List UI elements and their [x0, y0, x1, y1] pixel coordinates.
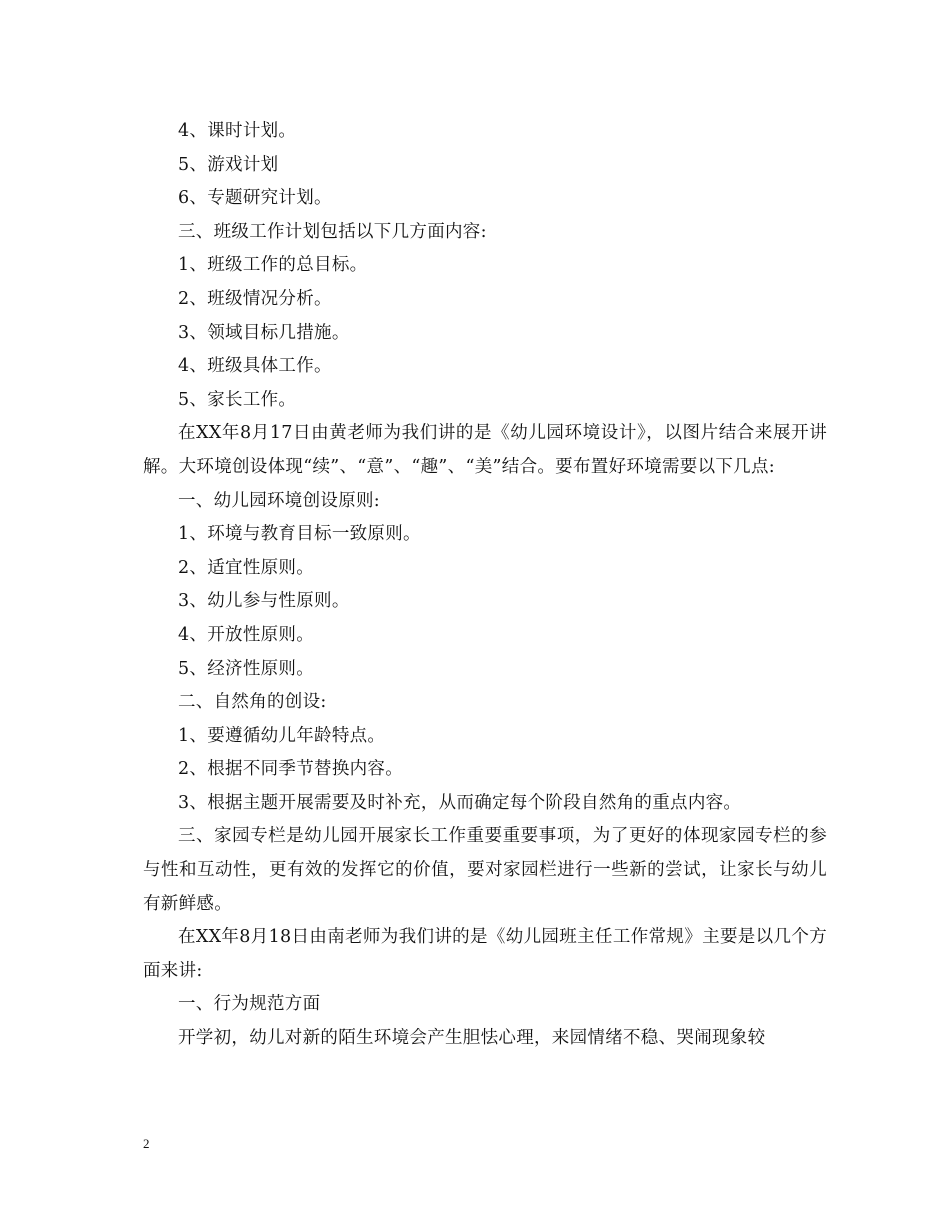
section-heading: 一、行为规范方面: [178, 994, 321, 1015]
paragraph: 2、班级情况分析。: [178, 288, 332, 309]
paragraph: 5、家长工作。: [178, 389, 297, 410]
paragraph: 2、根据不同季节替换内容。: [178, 759, 404, 780]
paragraph: 2、适宜性原则。: [178, 557, 315, 578]
paragraph: 4、班级具体工作。: [178, 356, 332, 377]
paragraph: 3、领域目标几措施。: [178, 322, 350, 343]
paragraph: 4、课时计划。: [178, 121, 297, 141]
paragraph: 4、开放性原则。: [178, 624, 315, 645]
page-number: 2: [143, 1136, 150, 1151]
paragraph: 1、环境与教育目标一致原则。: [178, 524, 421, 545]
paragraph: 三、家园专栏是幼儿园开展家长工作重要重要事项，为了更好的体现家园专栏的参与性和互动性，更有效的发挥它的价值，要对家园栏进行一些新的尝试，让家长与幼儿有新鲜感。: [143, 826, 827, 914]
section-heading: 二、自然角的创设:: [178, 692, 327, 713]
paragraph: 1、要遵循幼儿年龄特点。: [178, 725, 386, 746]
paragraph: 在XX年8月18日由南老师为我们讲的是《幼儿园班主任工作常规》主要是以几个方面来讲:: [143, 927, 827, 981]
paragraph: 5、游戏计划: [178, 154, 279, 175]
paragraph: 1、班级工作的总目标。: [178, 255, 368, 276]
paragraph: 3、幼儿参与性原则。: [178, 591, 350, 612]
paragraph: 5、经济性原则。: [178, 658, 315, 679]
section-heading: 一、幼儿园环境创设原则:: [178, 490, 380, 511]
paragraph: 3、根据主题开展需要及时补充，从而确定每个阶段自然角的重点内容。: [178, 792, 742, 813]
paragraph: 6、专题研究计划。: [178, 188, 332, 209]
paragraph: 开学初，幼儿对新的陌生环境会产生胆怯心理，来园情绪不稳、哭闹现象较: [178, 1028, 766, 1049]
document-body: [143, 115, 827, 1056]
section-heading: 三、班级工作计划包括以下几方面内容:: [178, 221, 487, 242]
paragraph: 在XX年8月17日由黄老师为我们讲的是《幼儿园环境设计》，以图片结合来展开讲解。大环境创设体现“续”、“意”、“趣”、“美”结合。要布置好环境需要以下几点:: [143, 423, 827, 477]
